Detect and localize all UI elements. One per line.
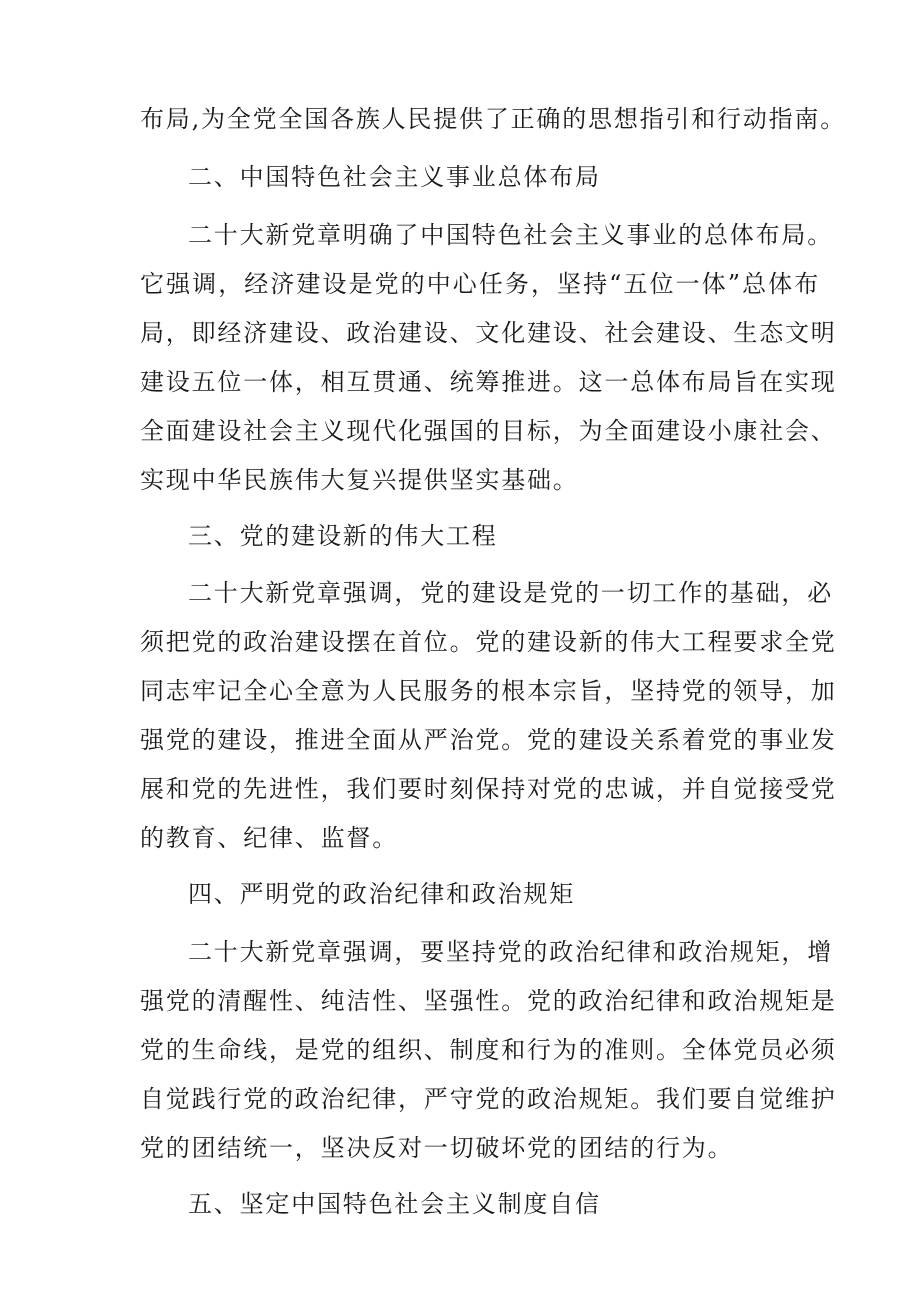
paragraph-line: 二十大新党章强调，要坚持党的政治纪律和政治规矩，增 [188,938,833,966]
paragraph-line: 展和党的先进性，我们要时刻保持对党的忠诚，并自觉接受党 [140,775,837,803]
paragraph-line: 党的团结统一，坚决反对一切破坏党的团结的行为。 [140,1134,734,1162]
paragraph-line: 强党的清醒性、纯洁性、坚强性。党的政治纪律和政治规矩是 [140,987,837,1015]
paragraph-line: 布局,为全党全国各族人民提供了正确的思想指引和行动指南。 [140,105,847,133]
section-heading: 四、严明党的政治纪律和政治规矩 [188,880,575,908]
paragraph-line: 党的生命线，是党的组织、制度和行为的准则。全体党员必须 [140,1036,837,1064]
paragraph-line: 自觉践行党的政治纪律，严守党的政治规矩。我们要自觉维护 [140,1085,837,1113]
section-heading: 五、坚定中国特色社会主义制度自信 [188,1190,601,1218]
paragraph-line: 局，即经济建设、政治建设、文化建设、社会建设、生态文明 [140,319,837,347]
section-heading: 二、中国特色社会主义事业总体布局 [188,163,601,191]
paragraph-line: 同志牢记全心全意为人民服务的根本宗旨，坚持党的领导，加 [140,677,837,705]
section-heading: 三、党的建设新的伟大工程 [188,522,498,550]
paragraph-line: 的教育、纪律、监督。 [140,824,398,852]
paragraph-line: 二十大新党章强调，党的建设是党的一切工作的基础，必 [188,579,833,607]
paragraph-line: 建设五位一体，相互贯通、统筹推进。这一总体布局旨在实现 [140,368,837,396]
paragraph-line: 强党的建设，推进全面从严治党。党的建设关系着党的事业发 [140,726,837,754]
paragraph-line: 全面建设社会主义现代化强国的目标，为全面建设小康社会、 [140,417,837,445]
paragraph-line: 它强调，经济建设是党的中心任务，坚持“五位一体”总体布 [140,270,820,298]
paragraph-line: 二十大新党章明确了中国特色社会主义事业的总体布局。 [188,221,833,249]
paragraph-line: 实现中华民族伟大复兴提供坚实基础。 [140,466,579,494]
paragraph-line: 须把党的政治建设摆在首位。党的建设新的伟大工程要求全党 [140,628,837,656]
